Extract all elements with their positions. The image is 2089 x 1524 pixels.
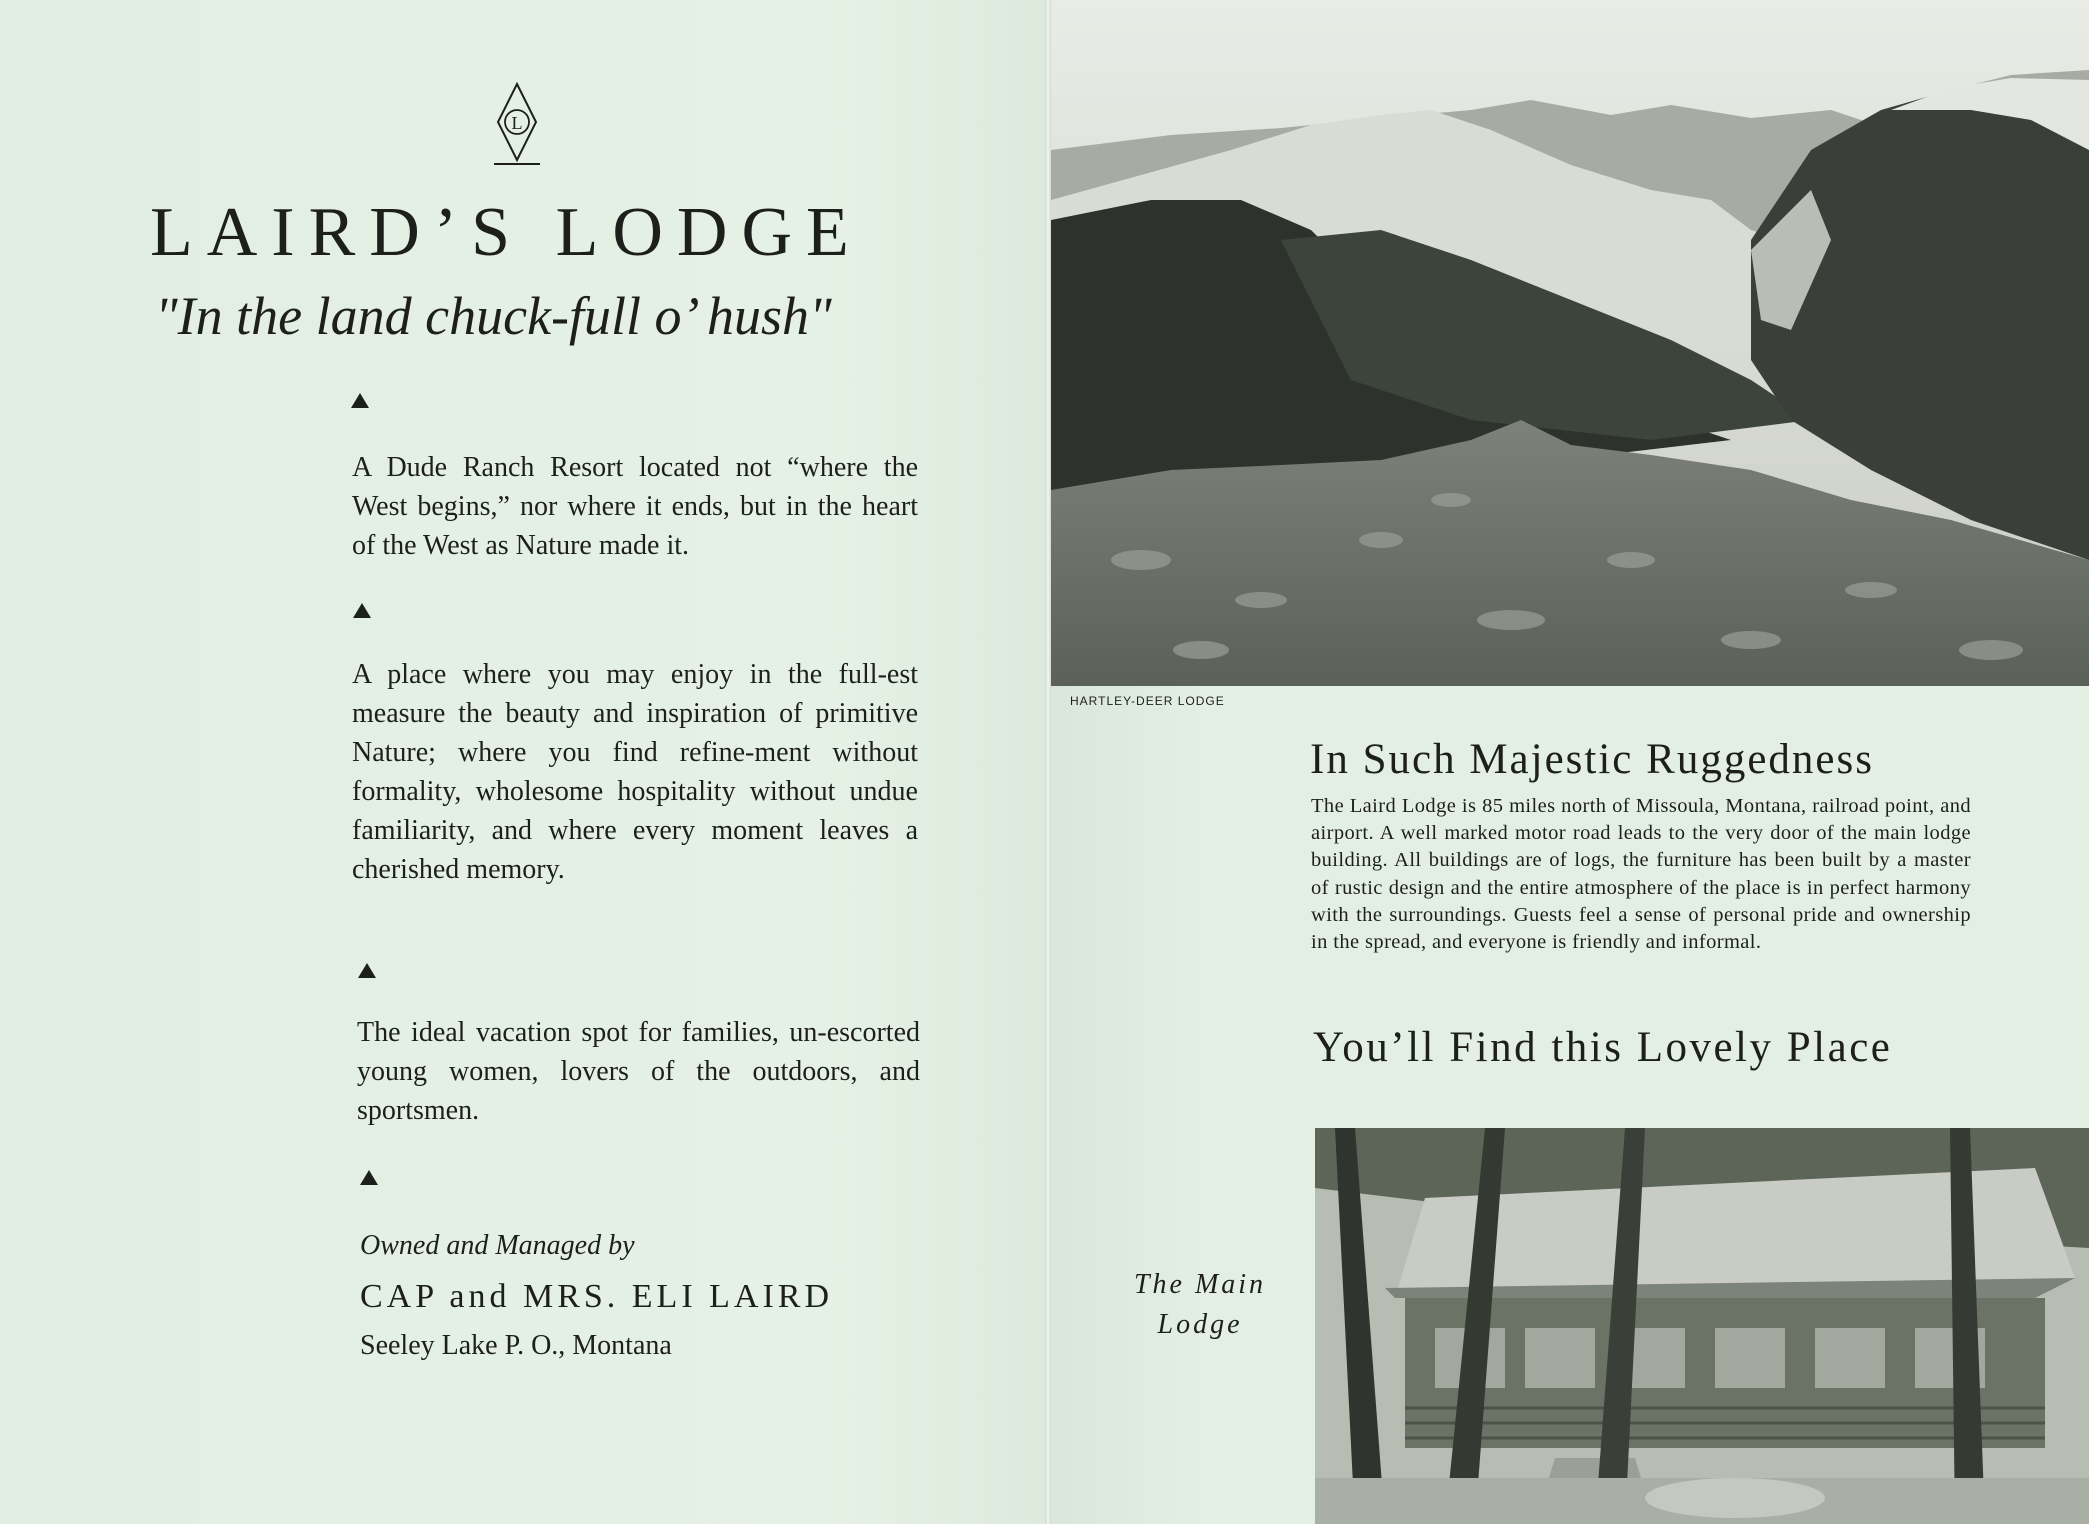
- lodge-logo-icon: [488, 82, 546, 168]
- intro-paragraph-3: The ideal vacation spot for families, un-escorted young women, lovers of the outdoors, and sportsmen.: [357, 1017, 920, 1126]
- intro-paragraph-1: A Dude Ranch Resort located not “where the West begins,” nor where it ends, but in the heart of the West as Nature made it.: [352, 452, 918, 561]
- mountain-landscape-image: [1051, 0, 2089, 686]
- logo-letter: L: [511, 113, 523, 133]
- photo-caption: HARTLEY-DEER LODGE: [1070, 694, 1225, 708]
- tagline: "In the land chuck-full o’ hush": [155, 286, 832, 346]
- lodge-caption-line-2: Lodge: [1157, 1309, 1243, 1340]
- log-lodge-image: [1315, 1128, 2089, 1524]
- main-lodge-photo: [1315, 1128, 2089, 1524]
- triangle-bullet-icon: [353, 603, 371, 618]
- section-heading: In Such Majestic Ruggedness: [1310, 736, 1874, 783]
- mountain-photo: [1051, 0, 2089, 686]
- triangle-bullet-icon: [351, 393, 369, 408]
- lodge-caption: [1100, 1265, 1300, 1345]
- triangle-bullet-icon: [358, 963, 376, 978]
- owned-label: Owned and Managed by: [360, 1230, 635, 1261]
- triangle-bullet-icon: [360, 1170, 378, 1185]
- owner-address: Seeley Lake P. O., Montana: [360, 1330, 672, 1361]
- description-paragraph: The Laird Lodge is 85 miles north of Missoula, Montana, railroad point, and airport. A well marked motor road leads to the very door of the main lodge building. All buildings are of logs, the furniture has been built by a master of rustic design and the entire atmosphere of the place is in perfect harmony with the surroundings. Guests feel a sense of personal pride and ownership in the spread, and everyone is friendly and informal.: [1311, 795, 1971, 954]
- owners-name: CAP and MRS. ELI LAIRD: [360, 1278, 834, 1315]
- section-heading-2: You’ll Find this Lovely Place: [1313, 1024, 1893, 1071]
- intro-paragraph-2: A place where you may enjoy in the full-est measure the beauty and inspiration of primitive Nature; where you find refine-ment without formality, wholesome hospitality without undue familiarity, and where every moment leaves a cherished memory.: [352, 659, 918, 885]
- lodge-caption-line-1: The Main: [1133, 1269, 1267, 1300]
- page-title: LAIRD’S LODGE: [150, 194, 863, 271]
